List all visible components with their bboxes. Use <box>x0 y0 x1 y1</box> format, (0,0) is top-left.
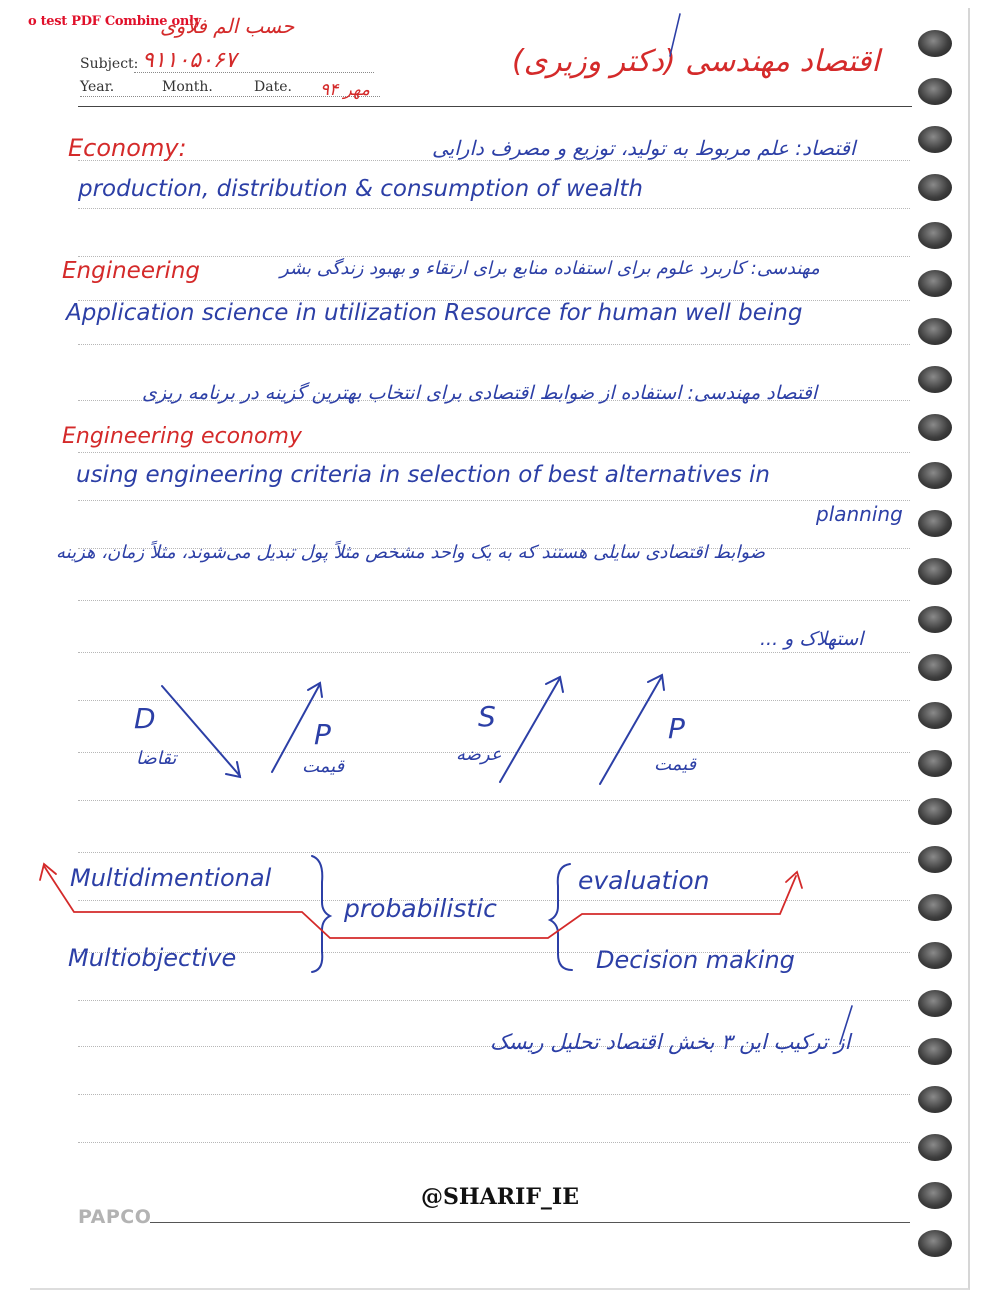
left-brace <box>312 856 330 972</box>
binding-hole <box>918 846 952 873</box>
economy-persian: اقتصاد: علم مربوط به تولید، توزیع و مصرف دارایی <box>432 136 856 160</box>
binding-hole <box>918 510 952 537</box>
eng-economy-english-cont: planning <box>816 502 903 526</box>
subject-label: Subject: <box>80 56 139 72</box>
month-label: Month. <box>162 79 213 95</box>
binding-hole <box>918 1086 952 1113</box>
binding-hole <box>918 798 952 825</box>
binding-hole <box>918 1182 952 1209</box>
papco-logo: PAPCO <box>78 1206 152 1228</box>
multidimensional-text: Multidimentional <box>70 864 272 892</box>
subject-value: ۹۱۱۰۵۰۶۷ <box>142 48 237 73</box>
price-persian-2: قیمت <box>654 754 697 775</box>
binding-hole <box>918 366 952 393</box>
binding-hole <box>918 702 952 729</box>
economy-label: Economy: <box>68 134 187 162</box>
multiobjective-text: Multiobjective <box>68 944 237 972</box>
watermark-text: o test PDF Combine only <box>28 14 201 29</box>
page-title: اقتصاد مهندسی (دکتر وزیری) <box>512 44 880 79</box>
supply-letter: S <box>478 700 496 733</box>
binding-hole <box>918 78 952 105</box>
price-persian-1: قیمت <box>302 756 345 777</box>
binding-hole <box>918 222 952 249</box>
price-arrow-2 <box>600 676 662 784</box>
binding-hole <box>918 1134 952 1161</box>
binding-hole <box>918 654 952 681</box>
binding-hole <box>918 750 952 777</box>
engineering-english: Application science in utilization Resource for human well being <box>66 300 803 326</box>
demand-letter: D <box>134 702 156 735</box>
engineering-persian: مهندسی: کاربرد علوم برای استفاده منابع برای ارتقاء و بهبود زندگی بشر <box>280 258 820 279</box>
binding-hole <box>918 30 952 57</box>
economy-english: production, distribution & consumption of wealth <box>78 176 644 202</box>
criteria-persian-cont: استهلاک و ... <box>760 628 864 650</box>
binding-hole <box>918 126 952 153</box>
date-label: Date. <box>254 79 292 95</box>
binding-hole <box>918 414 952 441</box>
price-letter-1: P <box>314 718 331 751</box>
risk-analysis-note: از ترکیب این ۳ بخش اقتصاد تحلیل ریسک <box>490 1030 851 1054</box>
binding-hole <box>918 990 952 1017</box>
criteria-persian: ضوابط اقتصادی سایلی هستند که به یک واحد مشخص مثلاً پول تبدیل می‌شوند، مثلاً زمان، هزینه <box>56 542 765 563</box>
footer-rule <box>150 1222 910 1223</box>
top-note: حسب الم فلاوی <box>160 14 295 38</box>
binding-hole <box>918 462 952 489</box>
binding-hole <box>918 606 952 633</box>
evaluation-text: evaluation <box>578 866 710 895</box>
supply-arrow-head <box>546 677 563 692</box>
demand-persian: تقاضا <box>136 748 177 769</box>
title-slash <box>670 14 680 56</box>
binding-hole <box>918 942 952 969</box>
probabilistic-text: probabilistic <box>344 894 497 923</box>
eng-economy-persian: اقتصاد مهندسی: استفاده از ضوابط اقتصادی برای انتخاب بهترین گزینه در برنامه ریزی <box>142 382 818 404</box>
decision-making-text: Decision making <box>596 946 795 974</box>
binding-hole <box>918 1038 952 1065</box>
right-brace <box>550 864 572 970</box>
price-letter-2: P <box>668 712 685 745</box>
binding-hole <box>918 270 952 297</box>
eng-economy-label: Engineering economy <box>62 424 302 449</box>
supply-arrow <box>500 678 560 782</box>
year-label: Year. <box>80 79 115 95</box>
channel-handle: @SHARIF_IE <box>421 1184 579 1210</box>
supply-persian: عرضه <box>456 744 502 765</box>
binding-hole <box>918 174 952 201</box>
binding-hole <box>918 558 952 585</box>
eng-economy-english: using engineering criteria in selection of best alternatives in <box>76 462 770 488</box>
binding-hole <box>918 318 952 345</box>
date-value: مهر ۹۴ <box>320 80 370 100</box>
engineering-label: Engineering <box>62 258 200 284</box>
binding-hole <box>918 1230 952 1257</box>
binding-hole <box>918 894 952 921</box>
